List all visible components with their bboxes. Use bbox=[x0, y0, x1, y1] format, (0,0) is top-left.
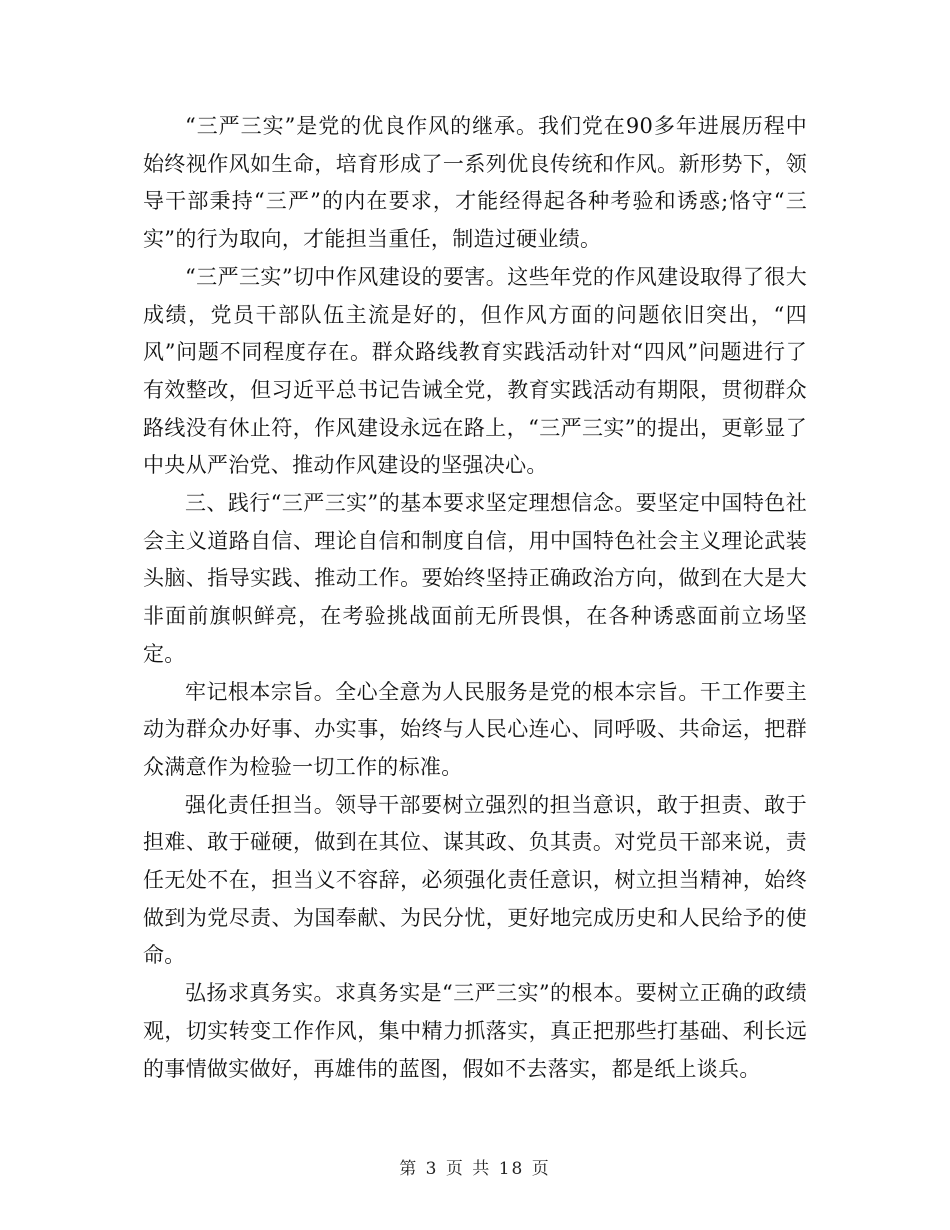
page-label-prefix: 第 bbox=[399, 1159, 419, 1179]
page-footer bbox=[0, 1154, 950, 1179]
page-label-suffix: 页 bbox=[531, 1159, 551, 1179]
paragraph-6: 弘扬求真务实。求真务实是“三严三实”的根本。要树立正确的政绩观，切实转变工作作风，集中精力抓落实，真正把那些打基础、利长远的事情做实做好，再雄伟的蓝图，假如不去落实，都是纸上谈兵。 bbox=[143, 981, 807, 1081]
paragraph-2: “三严三实”切中作风建设的要害。这些年党的作风建设取得了很大成绩，党员干部队伍主流是好的，但作风方面的问题依旧突出，“四风”问题不同程度存在。群众路线教育实践活动针对“四风”问题进行了有效整改，但习近平总书记告诫全党，教育实践活动有期限，贯彻群众路线没有休止符，作风建设永远在路上，“三严三实”的提出，更彰显了中央从严治党、推动作风建设的坚强决心。 bbox=[143, 264, 807, 478]
paragraph-4: 牢记根本宗旨。全心全意为人民服务是党的根本宗旨。干工作要主动为群众办好事、办实事，始终与人民心连心、同呼吸、共命运，把群众满意作为检验一切工作的标准。 bbox=[143, 679, 807, 779]
paragraph-1: “三严三实”是党的优良作风的继承。我们党在90多年进展历程中始终视作风如生命，培育形成了一系列优良传统和作风。新形势下，领导干部秉持“三严”的内在要求，才能经得起各种考验和诱惑;恪守“三实”的行为取向，才能担当重任，制造过硬业绩。 bbox=[143, 114, 807, 252]
page-label-middle: 页 共 bbox=[445, 1159, 492, 1179]
current-page-number: 3 bbox=[425, 1159, 439, 1179]
total-pages-number: 18 bbox=[498, 1159, 525, 1179]
paragraph-3: 三、践行“三严三实”的基本要求坚定理想信念。要坚定中国特色社会主义道路自信、理论自信和制度自信，用中国特色社会主义理论武装头脑、指导实践、推动工作。要始终坚持正确政治方向，做到在大是大非面前旗帜鲜亮，在考验挑战面前无所畏惧，在各种诱惑面前立场坚定。 bbox=[143, 491, 807, 666]
paragraph-5: 强化责任担当。领导干部要树立强烈的担当意识，敢于担责、敢于担难、敢于碰硬，做到在其位、谋其政、负其责。对党员干部来说，责任无处不在，担当义不容辞，必须强化责任意识，树立担当精神，始终做到为党尽责、为国奉献、为民分忧，更好地完成历史和人民给予的使命。 bbox=[143, 792, 807, 968]
document-body bbox=[143, 108, 807, 1088]
